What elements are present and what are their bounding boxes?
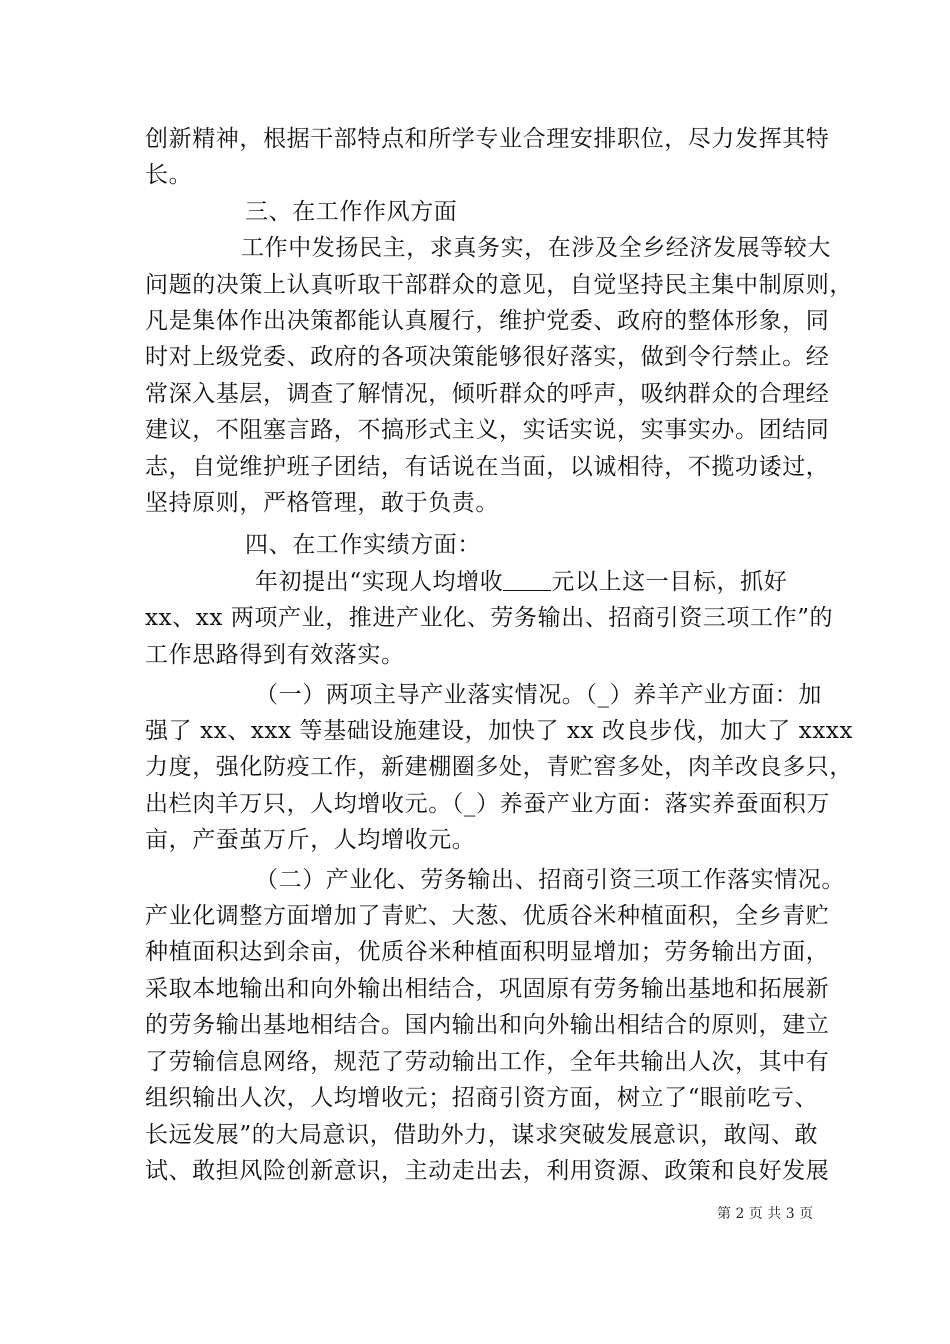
- text-line: 长。: [145, 162, 193, 188]
- section-heading: 三、在工作作风方面: [245, 199, 458, 225]
- text-line: 常深入基层，调查了解情况，倾听群众的呼声，吸纳群众的合理经: [145, 381, 830, 407]
- text-segment: 年初提出“实现人均增收: [255, 569, 504, 595]
- fill-in-blank: [503, 570, 551, 591]
- text-line: 工作中发扬民主，求真务实，在涉及全乡经济发展等较大: [241, 235, 831, 261]
- text-line: 试、敢担风险创新意识，主动走出去，利用资源、政策和良好发展: [145, 1158, 830, 1184]
- page-number: 第 2 页 共 3 页: [717, 1206, 814, 1222]
- subsection-heading: （一）两项主导产业落实情况。（_）养羊产业方面：加: [255, 682, 822, 708]
- text-segment: 元以上这一目标，抓好: [551, 569, 788, 595]
- text-line: 建议，不阻塞言路，不搞形式主义，实话实说，实事实办。团结同: [145, 417, 830, 443]
- text-line: 问题的决策上认真听取干部群众的意见，自觉坚持民主集中制原则，: [145, 272, 853, 298]
- section-heading: 四、在工作实绩方面：: [245, 532, 481, 558]
- text-line: 创新精神，根据干部特点和所学专业合理安排职位，尽力发挥其特: [145, 126, 830, 152]
- text-line: 坚持原则，严格管理，敢于负责。: [145, 490, 499, 516]
- text-line: 时对上级党委、政府的各项决策能够很好落实，做到令行禁止。经: [145, 344, 830, 370]
- text-line: xx、xx 两项产业，推进产业化、劳务输出、招商引资三项工作”的: [145, 605, 834, 631]
- text-line: 种植面积达到余亩，优质谷米种植面积明显增加；劳务输出方面，: [145, 939, 830, 965]
- text-line: 亩，产蚕茧万斤，人均增收元。: [145, 827, 476, 853]
- text-line: 了劳输信息网络，规范了劳动输出工作，全年共输出人次，其中有: [145, 1049, 830, 1075]
- text-line: 凡是集体作出决策都能认真履行，维护党委、政府的整体形象，同: [145, 308, 830, 334]
- text-line: 采取本地输出和向外输出相结合，巩固原有劳务输出基地和拓展新: [145, 976, 830, 1002]
- text-line: 出栏肉羊万只，人均增收元。（_）养蚕产业方面：落实养蚕面积万: [145, 791, 830, 817]
- text-line: 组织输出人次，人均增收元；招商引资方面，树立了“眼前吃亏、: [145, 1085, 819, 1111]
- text-line: 力度，强化防疫工作，新建棚圈多处，青贮窖多处，肉羊改良多只，: [145, 754, 853, 780]
- text-line: 强了 xx、xxx 等基础设施建设，加快了 xx 改良步伐，加大了 xxxx: [145, 718, 854, 744]
- text-line: [255, 567, 787, 599]
- text-line: 的劳务输出基地相结合。国内输出和向外输出相结合的原则，建立: [145, 1012, 830, 1038]
- text-line: 长远发展”的大局意识，借助外力，谋求突破发展意识，敢闯、敢: [145, 1122, 819, 1148]
- text-line: 产业化调整方面增加了青贮、大葱、优质谷米种植面积，全乡青贮: [145, 903, 830, 929]
- subsection-heading: （二）产业化、劳务输出、招商引资三项工作落实情况。: [255, 867, 845, 893]
- text-line: 志，自觉维护班子团结，有话说在当面，以诚相待，不揽功诿过，: [145, 454, 830, 480]
- text-line: 工作思路得到有效落实。: [145, 642, 405, 668]
